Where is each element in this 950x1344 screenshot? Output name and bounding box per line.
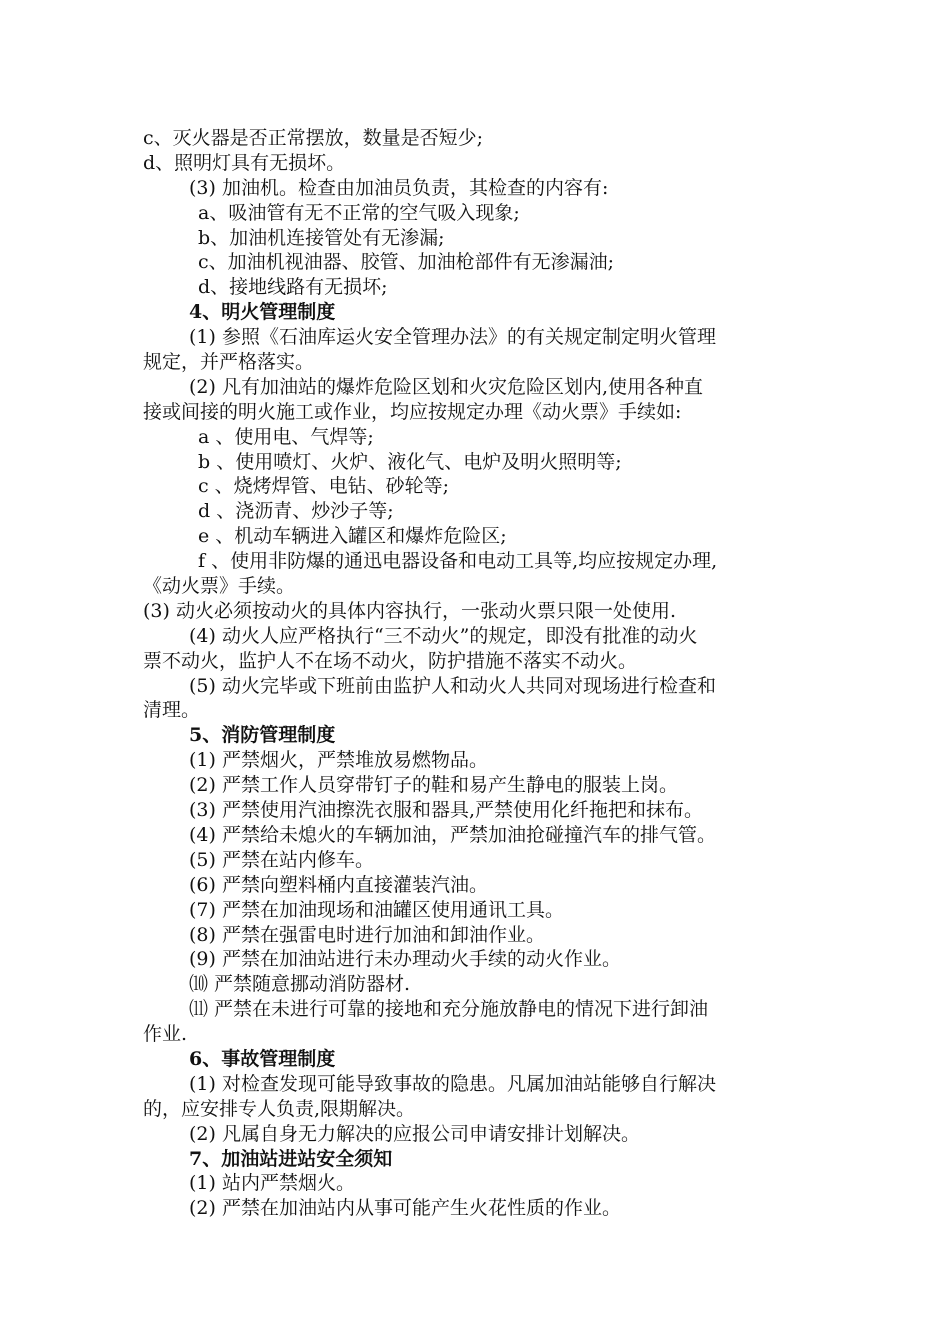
text-line: 《动火票》手续。 xyxy=(143,575,296,598)
text-line: f 、使用非防爆的通迅电器设备和电动工具等,均应按规定办理, xyxy=(198,550,718,573)
text-line: c、灭火器是否正常摆放，数量是否短少; xyxy=(143,127,484,149)
text-line: (1) 站内严禁烟火。 xyxy=(189,1172,355,1195)
section-heading: 6、事故管理制度 xyxy=(189,1047,336,1070)
text-line: (2) 凡有加油站的爆炸危险区划和火灾危险区划内,使用各种直 xyxy=(189,375,703,398)
text-line: (5) 严禁在站内修车。 xyxy=(189,848,374,871)
text-line: (4) 严禁给未熄火的车辆加油，严禁加油抢碰撞汽车的排气管。 xyxy=(189,823,716,846)
text-line: ⑽ 严禁随意挪动消防器材. xyxy=(189,973,411,996)
document-body xyxy=(143,126,815,1221)
text-line: (8) 严禁在强雷电时进行加油和卸油作业。 xyxy=(189,923,545,946)
text-line: a 、使用电、气焊等; xyxy=(198,425,374,448)
text-line: 作业. xyxy=(143,1023,188,1046)
text-line: (3) 动火必须按动火的具体内容执行，一张动火票只限一处使用. xyxy=(143,599,676,622)
text-line: 清理。 xyxy=(143,699,201,722)
text-line: (1) 对检查发现可能导致事故的隐患。凡属加油站能够自行解决 xyxy=(189,1072,716,1095)
text-line: d 、浇沥青、炒沙子等; xyxy=(198,500,394,523)
text-line: (6) 严禁向塑料桶内直接灌装汽油。 xyxy=(189,873,488,896)
text-line: 票不动火，监护人不在场不动火，防护措施不落实不动火。 xyxy=(143,649,638,672)
text-line: 接或间接的明火施工或作业，均应按规定办理《动火票》手续如: xyxy=(143,400,682,423)
text-line: (5) 动火完毕或下班前由监护人和动火人共同对现场进行检查和 xyxy=(189,674,716,697)
text-line: c、加油机视油器、胶管、加油枪部件有无渗漏油; xyxy=(198,251,615,274)
text-line: (3) 严禁使用汽油擦洗衣服和器具,严禁使用化纤拖把和抹布。 xyxy=(189,799,703,822)
section-heading: 4、明火管理制度 xyxy=(189,301,336,324)
text-line: (9) 严禁在加油站进行未办理动火手续的动火作业。 xyxy=(189,948,621,971)
text-line: (1) 严禁烟火，严禁堆放易燃物品。 xyxy=(189,749,488,772)
text-line: e 、机动车辆进入罐区和爆炸危险区; xyxy=(198,525,507,548)
text-line: (2) 严禁工作人员穿带钉子的鞋和易产生静电的服装上岗。 xyxy=(189,774,678,797)
text-line: (7) 严禁在加油现场和油罐区使用通讯工具。 xyxy=(189,898,564,921)
text-line: a、吸油管有无不正常的空气吸入现象; xyxy=(198,201,520,224)
text-line: ⑾ 严禁在未进行可靠的接地和充分施放静电的情况下进行卸油 xyxy=(189,998,709,1021)
text-line: (4) 动火人应严格执行“三不动火”的规定，即没有批准的动火 xyxy=(189,624,698,647)
text-line: 规定，并严格落实。 xyxy=(143,351,315,374)
text-line: (3) 加油机。检查由加油员负责，其检查的内容有: xyxy=(189,176,609,199)
section-heading: 5、消防管理制度 xyxy=(189,724,336,747)
text-line: 的，应安排专人负责,限期解决。 xyxy=(143,1097,416,1120)
text-line: (2) 严禁在加油站内从事可能产生火花性质的作业。 xyxy=(189,1197,621,1220)
text-line: (1) 参照《石油库运火安全管理办法》的有关规定制定明火管理 xyxy=(189,326,716,349)
text-line: c 、烧烤焊管、电钻、砂轮等; xyxy=(198,475,450,498)
text-line: b 、使用喷灯、火炉、液化气、电炉及明火照明等; xyxy=(198,450,622,473)
text-line: b、加油机连接管处有无渗漏; xyxy=(198,226,445,249)
text-line: (2) 凡属自身无力解决的应报公司申请安排计划解决。 xyxy=(189,1122,640,1145)
text-line: d、照明灯具有无损坏。 xyxy=(143,151,346,174)
text-line: d、接地线路有无损坏; xyxy=(198,276,388,299)
section-heading: 7、加油站进站安全须知 xyxy=(189,1147,393,1170)
